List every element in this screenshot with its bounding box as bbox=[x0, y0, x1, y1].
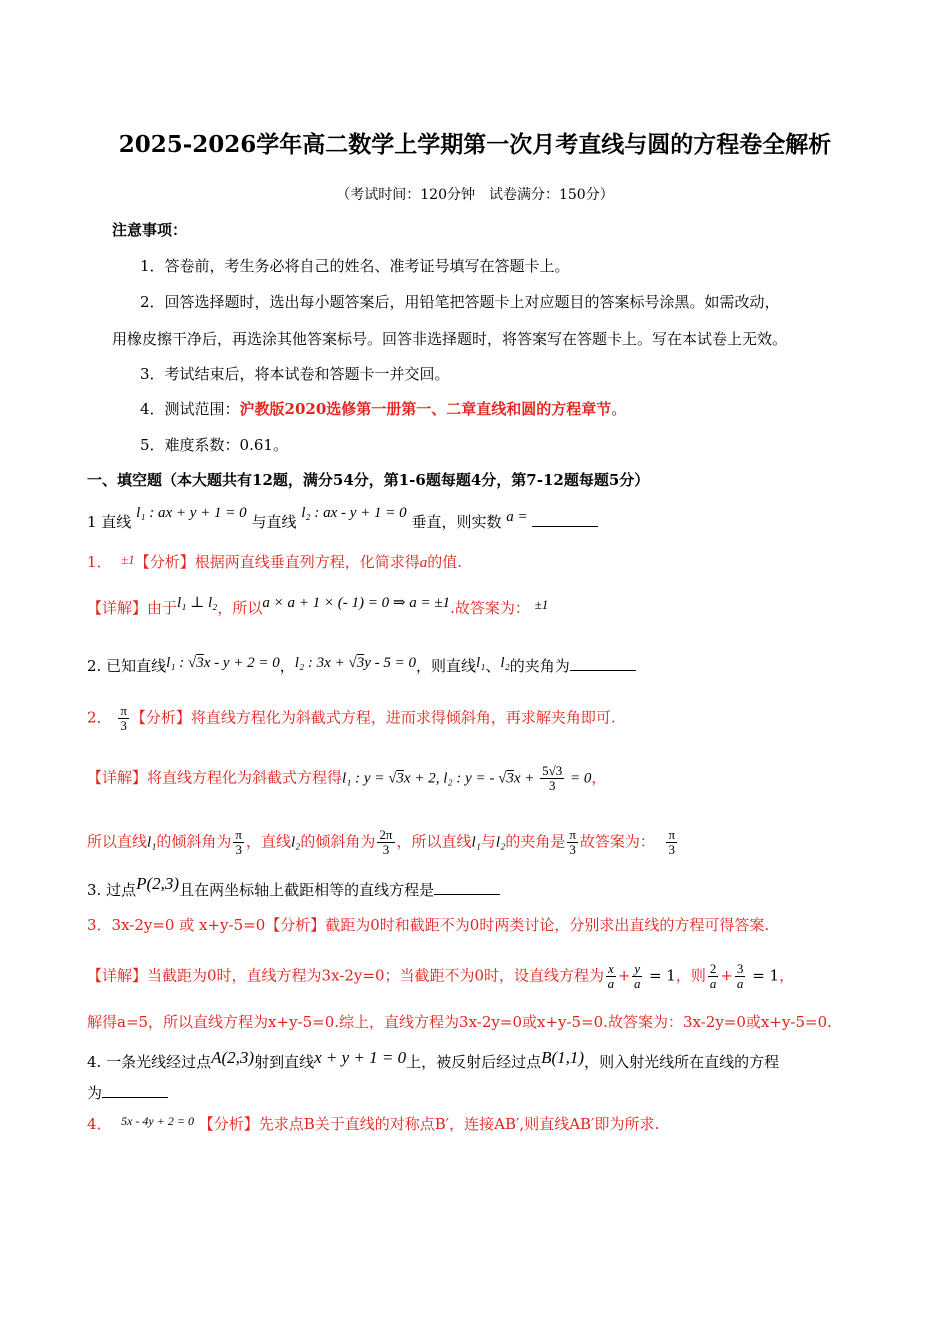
detail-3: 【详解】当截距为0时，直线方程为3x-2y=0；当截距不为0时，设直线方程为 $\frac{x}{a}$ + $\frac{y}{a}$ = 1，则 $\frac{2}{a}$ + $\frac{3}{a}$ = 1， bbox=[87, 961, 795, 991]
notice-item-5: 5．难度系数：0.61。 bbox=[140, 436, 288, 454]
exam-info: （考试时间：120分钟 试卷满分：150分） bbox=[336, 187, 614, 203]
section-heading: 一、填空题（本大题共有12题，满分54分，第1-6题每题4分，第7-12题每题5分） bbox=[87, 471, 650, 489]
detail-2b: 所以直线l₁的倾斜角为 $\frac{\pi}{3}$ ，直线l₂的倾斜角为 $\frac{2\pi}{3}$ ，所以直线l₁与l₂的夹角是 $\frac{\pi}{3}$ 故答案为： $\frac{\pi}{3}$ bbox=[87, 827, 676, 857]
question-3: 3. 过点P(2,3)且在两坐标轴上截距相等的直线方程是 bbox=[87, 880, 500, 900]
question-2: 2. 已知直线l₁ : √3x - y + 2 = 0，l₂ : 3x + √3y - 5 = 0，则直线l₁、l₂的夹角为 bbox=[87, 656, 636, 677]
answer-1: 1． ±1【分析】根据两直线垂直列方程，化简求得a的值. bbox=[87, 552, 463, 571]
question-1: 1 直线 l₁ : ax + y + 1 = 0 与直线 l₂ : ax - y + 1 = 0 垂直，则实数 a = bbox=[87, 512, 598, 533]
answer-blank bbox=[532, 512, 598, 527]
notice-item-2a: 2．回答选择题时，选出每小题答案后，用铅笔把答题卡上对应题目的答案标号涂黑。如需改动， bbox=[140, 293, 780, 311]
notice-item-3: 3．考试结束后，将本试卷和答题卡一并交回。 bbox=[140, 365, 450, 383]
answer-blank bbox=[570, 656, 636, 671]
question-4: 4. 一条光线经过点A(2,3)射到直线x + y + 1 = 0上，被反射后经过点B(1,1)，则入射光线所在直线的方程 bbox=[87, 1048, 780, 1071]
test-range: 沪教版2020选修第一册第一、二章直线和圆的方程章节 bbox=[239, 400, 612, 418]
answer-blank bbox=[434, 880, 500, 895]
detail-1: 【详解】由于l₁ ⊥ l₂，所以a × a + 1 × (- 1) = 0 ⇒ a = ±1.故答案为： ±1 bbox=[87, 595, 549, 617]
notice-item-1: 1．答卷前，考生务必将自己的姓名、准考证号填写在答题卡上。 bbox=[140, 257, 570, 275]
answer-blank bbox=[102, 1083, 168, 1098]
notice-item-2b: 用橡皮擦干净后，再选涂其他答案标号。回答非选择题时，将答案写在答题卡上。写在本试卷上无效。 bbox=[112, 330, 788, 348]
answer-4: 4． $^{5x - 4y + 2 = 0}$ 【分析】先求点B关于直线的对称点B′，连接AB′,则直线AB′即为所求. bbox=[87, 1114, 660, 1133]
notice-item-4: 4．测试范围：沪教版2020选修第一册第一、二章直线和圆的方程章节。 bbox=[140, 400, 627, 418]
page-title: 2025-2026学年高二数学上学期第一次月考直线与圆的方程卷全解析 bbox=[118, 131, 832, 158]
detail-3b: 解得a=5，所以直线方程为x+y-5=0.综上，直线方程为3x-2y=0或x+y-5=0.故答案为：3x-2y=0或x+y-5=0. bbox=[87, 1013, 832, 1031]
detail-2: 【详解】将直线方程化为斜截式方程得l₁ : y = √3x + 2, l₂ : y = - √3x + $\frac{5√3}{3}$ = 0， bbox=[87, 763, 607, 793]
answer-3: 3．3x-2y=0 或 x+y-5=0【分析】截距为0时和截距不为0时两类讨论，分别求出直线的方程可得答案. bbox=[87, 916, 770, 934]
question-4b: 为 bbox=[87, 1083, 168, 1103]
answer-2: 2． $\frac{\pi}{3}$ 【分析】将直线方程化为斜截式方程，进而求得倾斜角，再求解夹角即可. bbox=[87, 703, 616, 733]
notice-heading: 注意事项： bbox=[112, 221, 188, 239]
